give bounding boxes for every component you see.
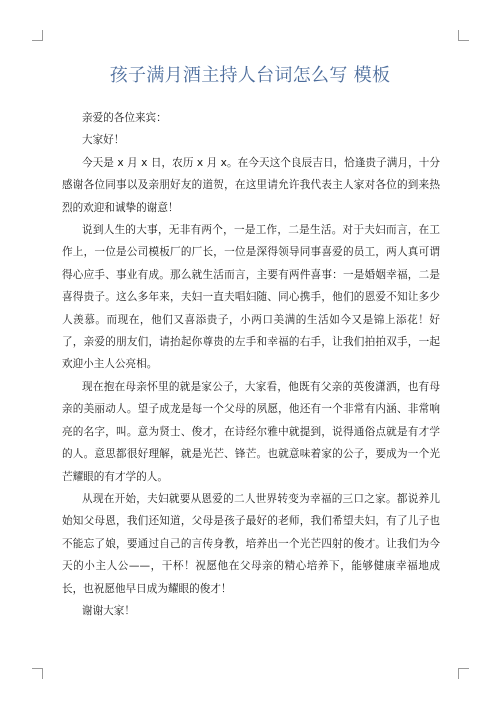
document-title: 孩子满月酒主持人台词怎么写 模板 (109, 65, 391, 86)
crop-mark-top-right (458, 30, 469, 41)
body-paragraph: 现在抱在母亲怀里的就是家公子，大家看，他既有父亲的英俊潇洒，也有母亲的美丽动人。望子成龙是每一个父母的夙愿，他还有一个非常有内涵、非常响亮的名字，叫。意为贤士、俊才，在诗经尔雅中就提到，说得通俗点就是有才学的人。意思都很好理解，就是光芒、锋芒。也就意味着家的公子，要成为一个光芒耀眼的有才学的人。 (62, 380, 440, 483)
body-paragraph: 说到人生的大事，无非有两个，一是工作，二是生活。对于夫妇而言，在工作上，一位是公司模板厂的厂长，一位是深得领导同事喜爱的员工，两人真可谓得心应手、事业有成。那么就生活而言，主要有两件喜事：一是婚姻幸福，二是喜得贵子。这么多年来，夫妇一直夫唱妇随、同心携手，他们的恩爱不知让多少人羡慕。而现在，他们又喜添贵子，小两口美满的生活如今又是锦上添花！好了，亲爱的朋友们，请抬起你尊贵的左手和幸福的右手，让我们拍拍双手，一起欢迎小主人公亮相。 (62, 224, 440, 371)
body-paragraph: 今天是 x 月 x 日，农历 x 月 x。在今天这个良辰吉日，恰逢贵子满月，十分感谢各位同事以及亲朋好友的道贺，在这里请允许我代表主人家对各位的到来热烈的欢迎和诚挚的谢意！ (62, 156, 440, 214)
crop-mark-top-left (32, 30, 43, 41)
salutation-paragraph: 亲爱的各位来宾： (82, 112, 167, 124)
document-body (62, 107, 440, 622)
crop-mark-bottom-right (458, 668, 469, 679)
closing-paragraph: 谢谢大家！ (82, 604, 135, 617)
body-paragraph: 从现在开始，夫妇就要从恩爱的二人世界转变为幸福的三口之家。都说养儿始知父母恩，我们还知道，父母是孩子最好的老师，我们希望夫妇，有了儿子也不能忘了娘，要通过自己的言传身教，培养出一个光芒四射的俊才。让我们为今天的小主人公——，干杯！祝愿他在父母亲的精心培养下，能够健康幸福地成长，也祝愿他早日成为耀眼的俊才！ (62, 492, 440, 595)
greeting-paragraph: 大家好！ (82, 134, 125, 147)
crop-mark-bottom-left (32, 668, 43, 679)
